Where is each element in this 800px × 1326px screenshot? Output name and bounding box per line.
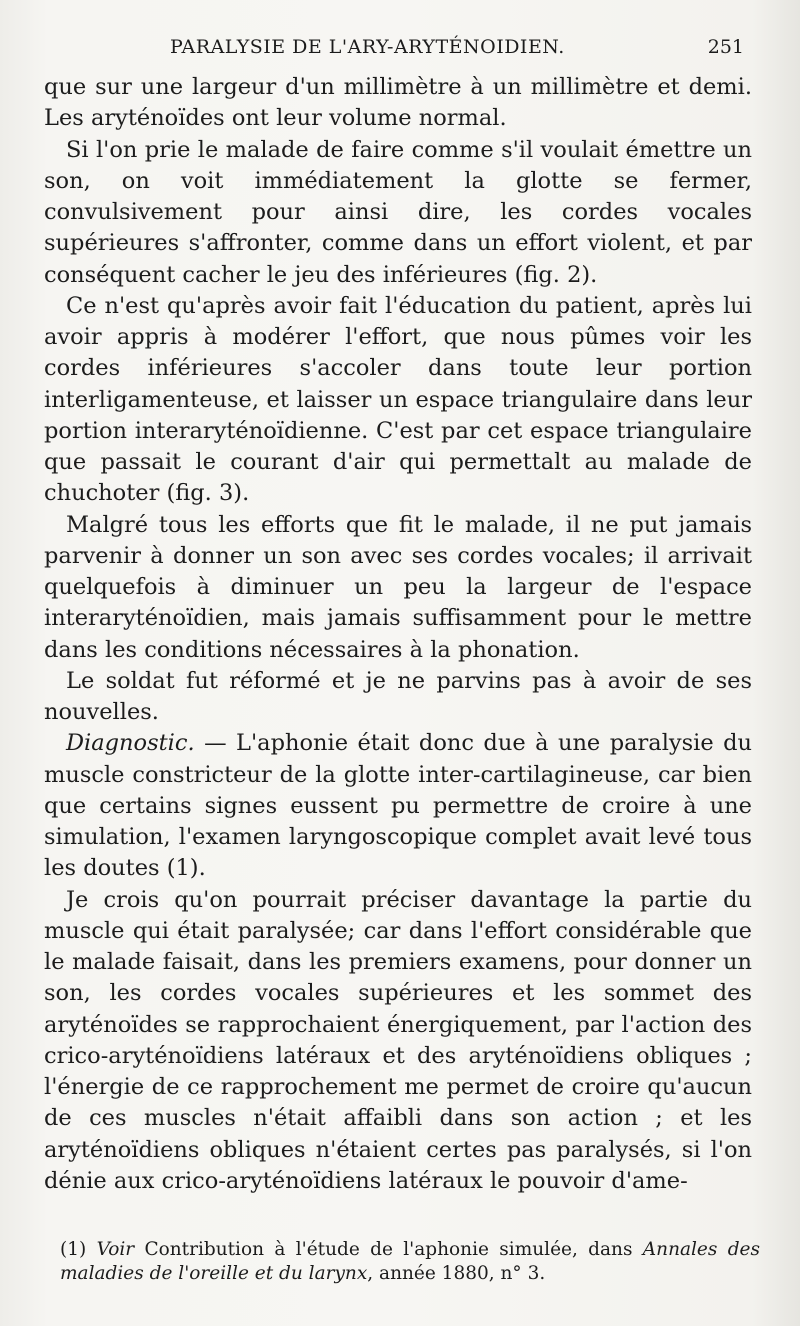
body-text xyxy=(44,72,752,1197)
footnote xyxy=(60,1238,760,1286)
footnote-text-end: , année 1880, n° 3. xyxy=(367,1263,546,1284)
paragraph-text: Si l'on prie le malade de faire comme s'il voulait émettre un son, on voit immédiatement la glotte se fermer, convulsivement pour ainsi dire, les cordes vocales supérieures s'affronter, comme dans un effort violent, et par conséquent cacher le jeu des inférieures (fig. 2). xyxy=(44,136,752,288)
paragraph-2 xyxy=(44,135,752,291)
paragraph-6-diagnostic xyxy=(44,728,752,884)
paragraph-1 xyxy=(44,72,752,135)
footnote-journal-title: Annales des maladies de l'oreille et du larynx xyxy=(60,1239,760,1284)
footnote-reference: (1). xyxy=(166,855,206,882)
paragraph-4 xyxy=(44,510,752,666)
paragraph-7 xyxy=(44,885,752,1198)
paragraph-5 xyxy=(44,666,752,729)
paragraph-text: Le soldat fut réformé et je ne parvins pas à avoir de ses nouvelles. xyxy=(44,667,752,725)
paragraph-text: Malgré tous les efforts que fit le malade, il ne put jamais parvenir à donner un son avec ses cordes vocales; il arrivait quelquefois à diminuer un peu la largeur de l'espace interaryténoïdien, mais jamais suffisamment pour le mettre dans les conditions nécessaires à la phonation. xyxy=(44,511,752,663)
page-header xyxy=(44,36,744,66)
footnote-lead: Voir xyxy=(96,1239,135,1260)
paragraph-text: — L'aphonie était donc due à une paralysie du muscle constricteur de la glotte inter-cartilagineuse, car bien que certains signes eussent pu permettre de croire à une simulation, l'examen laryngoscopique complet avait levé tous les doutes xyxy=(44,730,752,882)
paragraph-text: que sur une largeur d'un millimètre à un millimètre et demi. Les aryténoïdes ont leur volume normal. xyxy=(44,74,752,132)
page-number: 251 xyxy=(707,36,744,58)
paragraph-3 xyxy=(44,291,752,510)
running-title: PARALYSIE DE L'ARY-ARYTÉNOIDIEN. xyxy=(170,36,565,58)
section-label-diagnostic: Diagnostic. xyxy=(66,730,195,757)
paragraph-text: Ce n'est qu'après avoir fait l'éducation du patient, après lui avoir appris à modérer l'effort, que nous pûmes voir les cordes inférieures s'accoler dans toute leur portion interligamenteuse, et laisser un espace triangulaire dans leur portion interaryténoïdienne. C'est par cet espace triangulaire que passait le courant d'air qui permettalt au malade de chuchoter (fig. 3). xyxy=(44,292,752,507)
paragraph-text: Je crois qu'on pourrait préciser davantage la partie du muscle qui était paralysée; car dans l'effort considérable que le malade faisait, dans les premiers examens, pour donner un son, les cordes vocales supérieures et les sommet des aryténoïdes se rapprochaient énergiquement, par l'action des crico-aryténoïdiens latéraux et des aryténoïdiens obliques ; l'énergie de ce rapprochement me permet de croire qu'aucun de ces muscles n'était affaibli dans son action ; et les aryténoïdiens obliques n'étaient certes pas paralysés, si l'on dénie aux crico-aryténoïdiens latéraux le pouvoir d'ame- xyxy=(44,886,752,1194)
footnote-text: Contribution à l'étude de l'aphonie simulée, dans xyxy=(134,1239,643,1260)
footnote-marker: (1) xyxy=(60,1239,87,1260)
